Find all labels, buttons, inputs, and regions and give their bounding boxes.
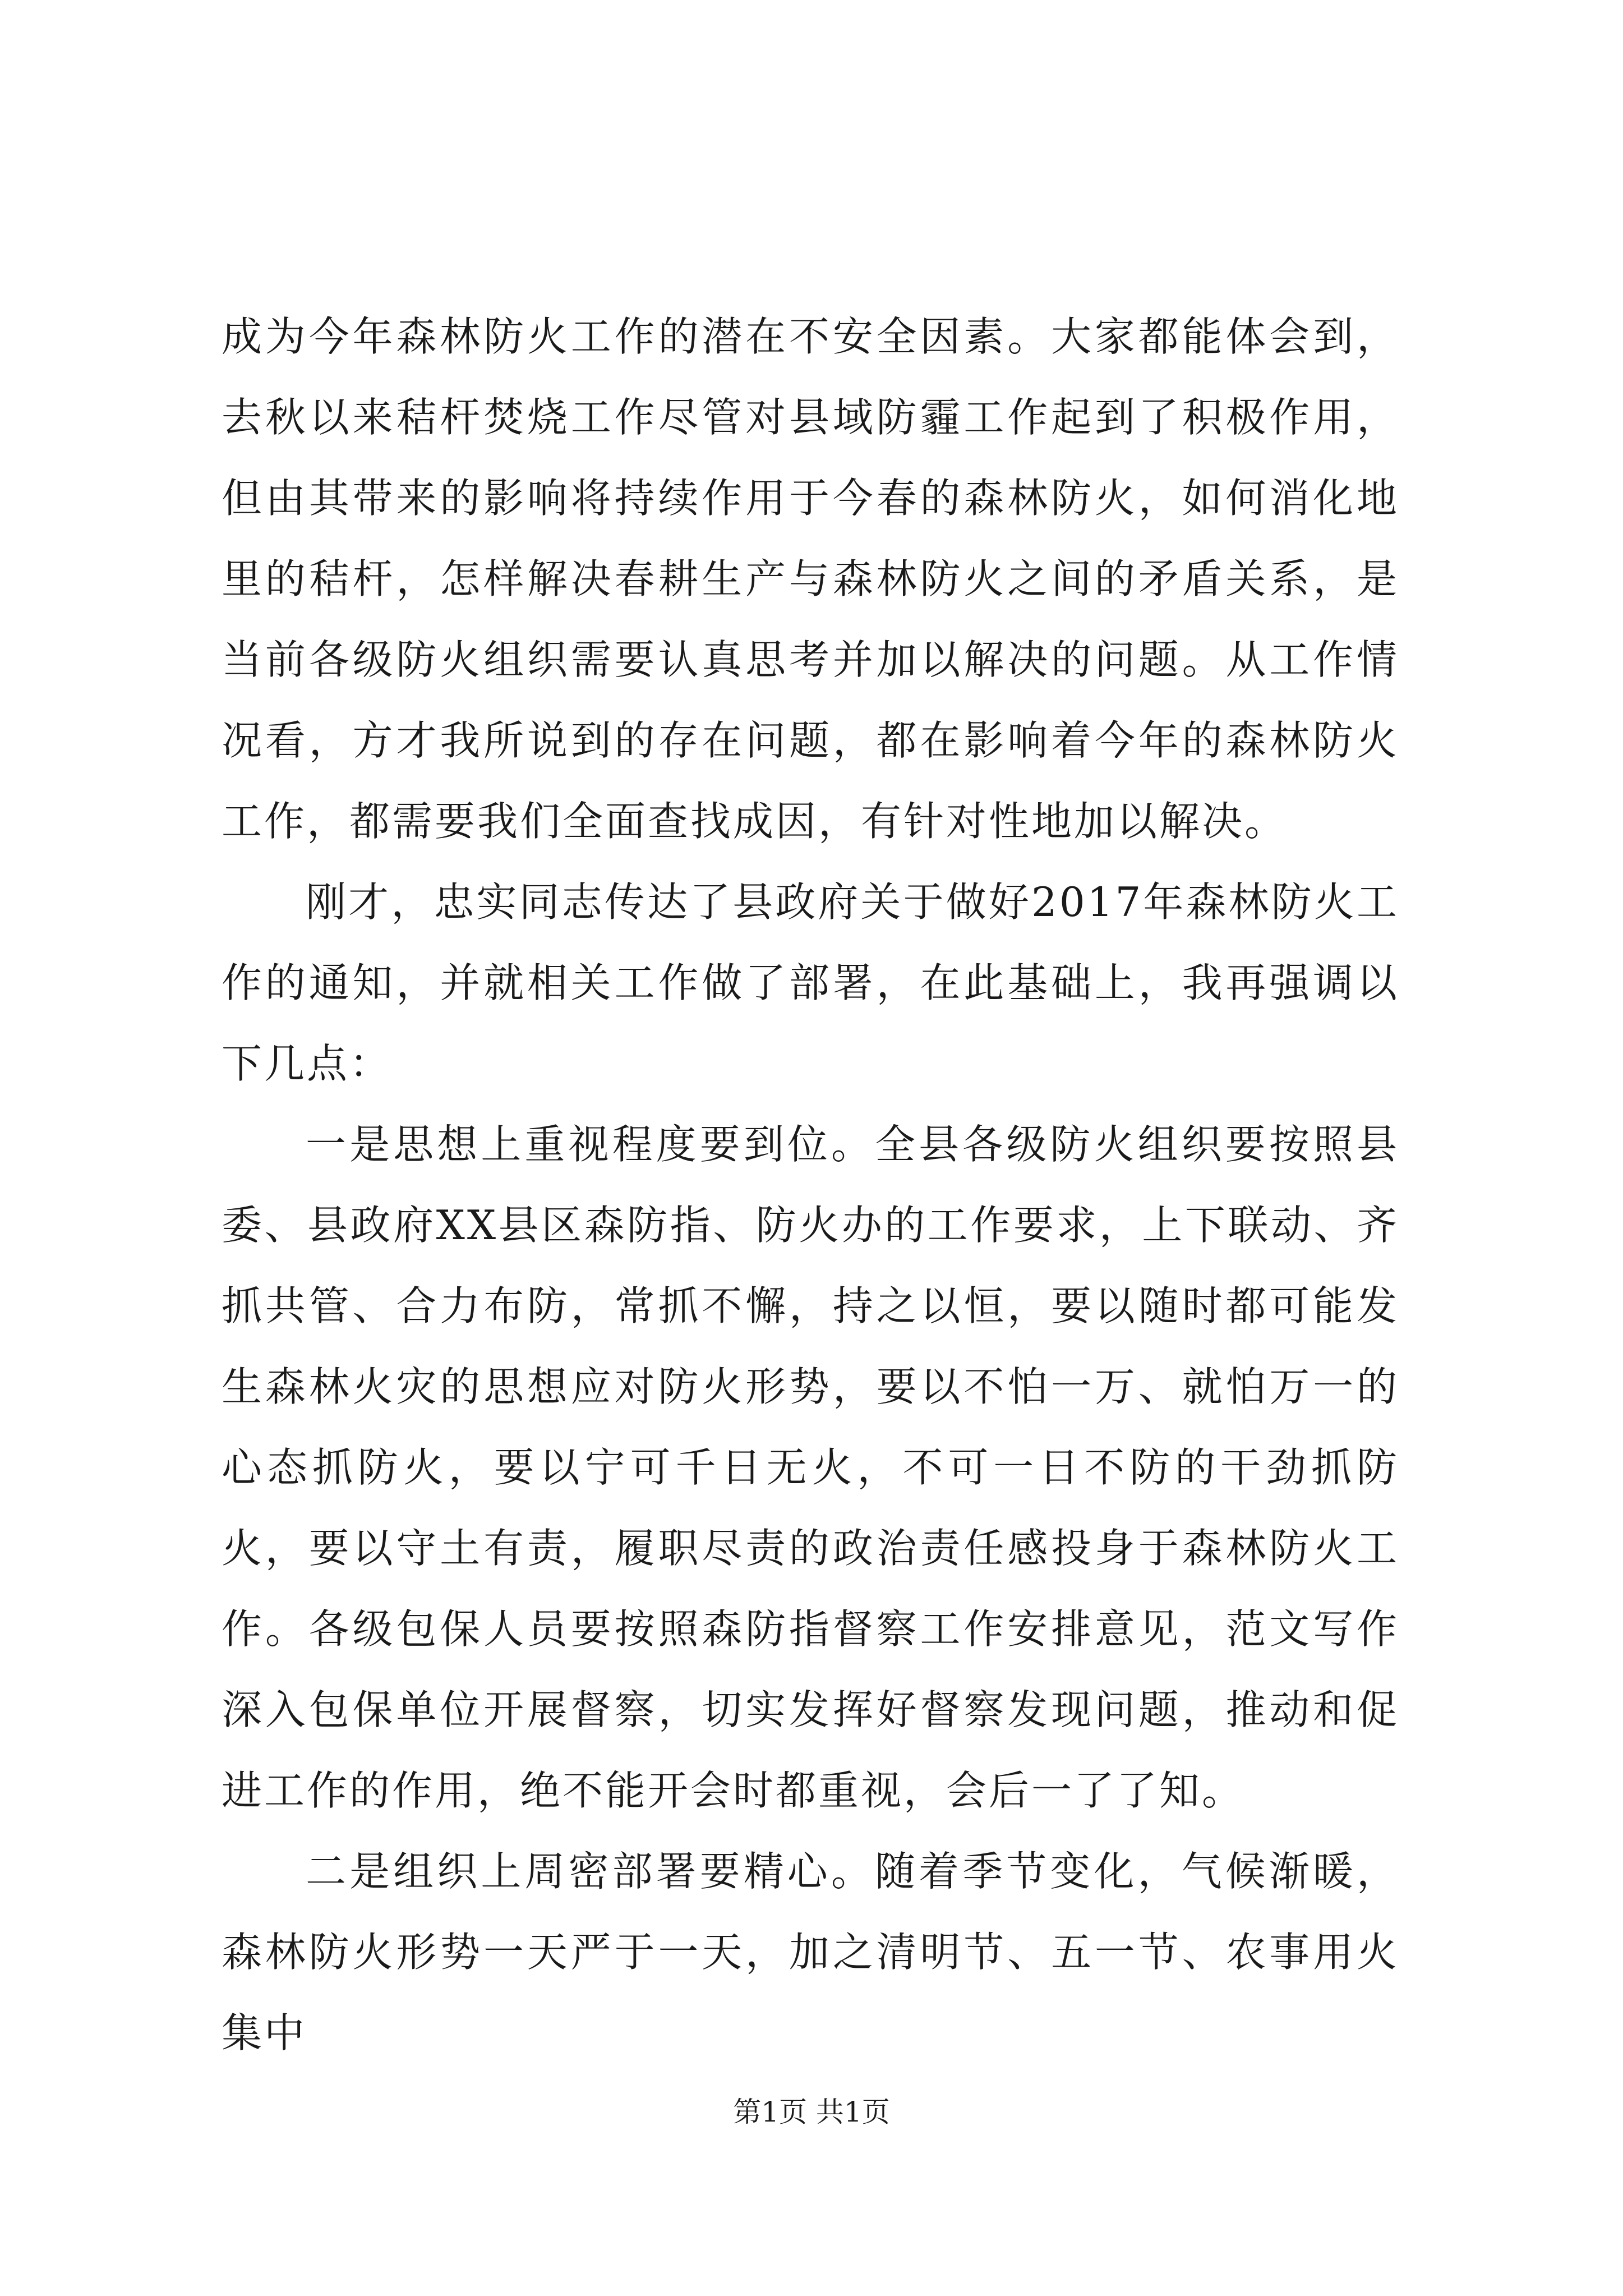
page-footer: 第1页 共1页 — [733, 2096, 890, 2128]
document-body — [222, 296, 1399, 2073]
paragraph-3: 一是思想上重视程度要到位。全县各级防火组织要按照县委、县政府XX县区森防指、防火办的工作要求，上下联动、齐抓共管、合力布防，常抓不懈，持之以恒，要以随时都可能发生森林火灾的思想应对防火形势，要以不怕一万、就怕万一的心态抓防火，要以宁可千日无火，不可一日不防的干劲抓防火，要以守土有责，履职尽责的政治责任感投身于森林防火工作。各级包保人员要按照森防指督察工作安排意见，范文写作深入包保单位开展督察，切实发挥好督察发现问题，推动和促进工作的作用，绝不能开会时都重视，会后一了了知。 — [222, 1121, 1399, 1814]
paragraph-4: 二是组织上周密部署要精心。随着季节变化，气候渐暖，森林防火形势一天严于一天，加之清明节、五一节、农事用火集中 — [222, 1848, 1399, 2056]
paragraph-2: 刚才，忠实同志传达了县政府关于做好2017年森林防火工作的通知，并就相关工作做了部署，在此基础上，我再强调以下几点： — [222, 878, 1399, 1087]
paragraph-1: 成为今年森林防火工作的潜在不安全因素。大家都能体会到，去秋以来秸杆焚烧工作尽管对县域防霾工作起到了积极作用，但由其带来的影响将持续作用于今春的森林防火，如何消化地里的秸杆，怎样解决春耕生产与森林防火之间的矛盾关系，是当前各级防火组织需要认真思考并加以解决的问题。从工作情况看，方才我所说到的存在问题，都在影响着今年的森林防火工作，都需要我们全面查找成因，有针对性地加以解决。 — [222, 313, 1399, 845]
